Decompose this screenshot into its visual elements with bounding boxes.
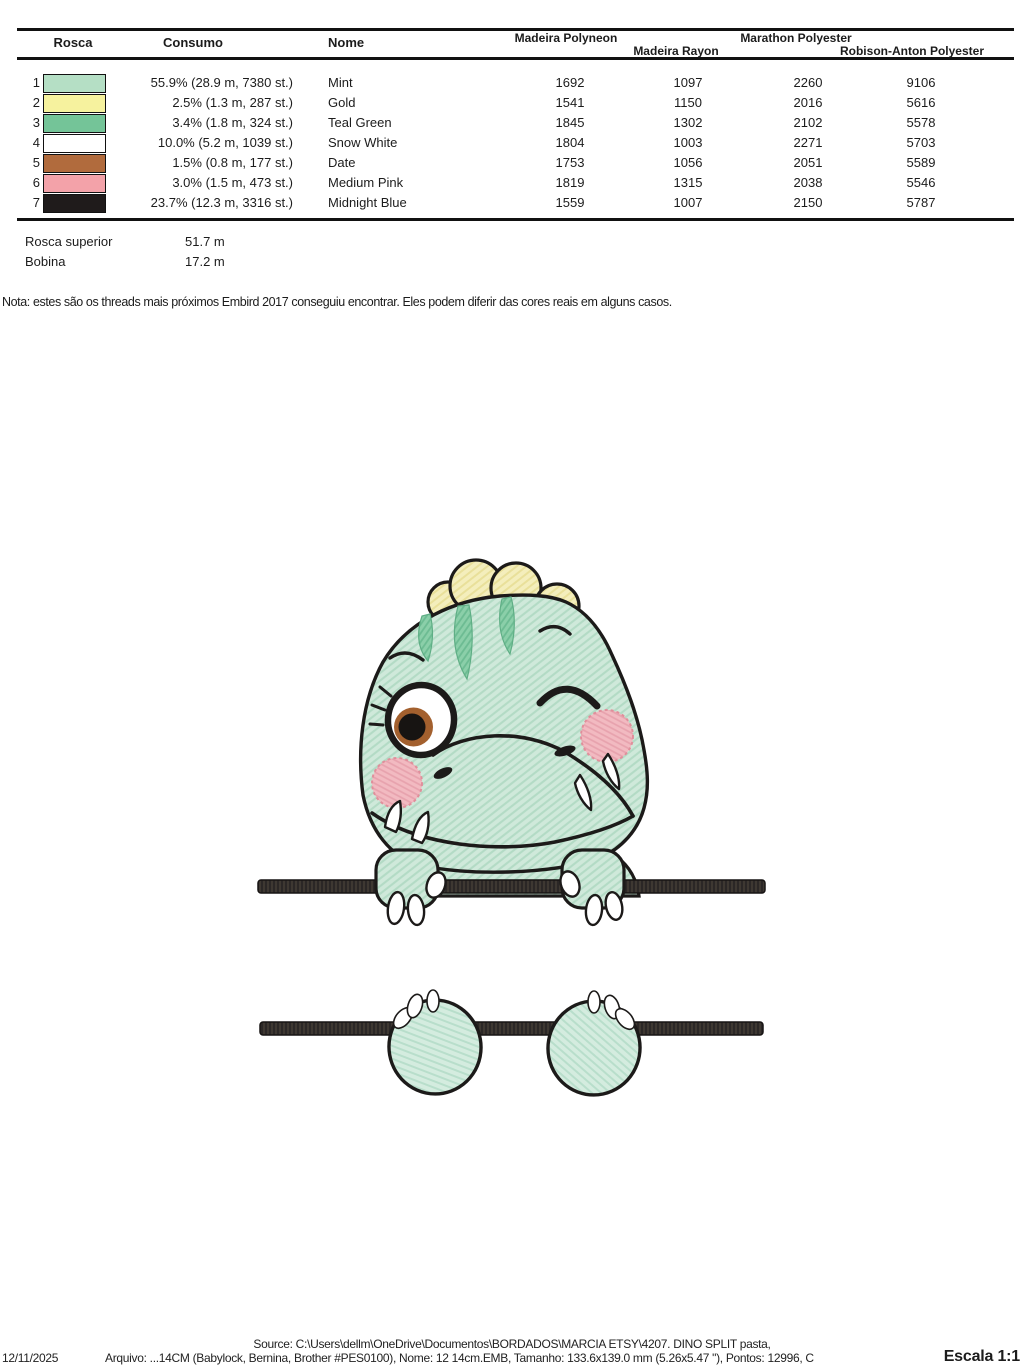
nome-cell: Gold — [328, 95, 356, 110]
robison-cell: 5546 — [906, 175, 936, 190]
table-bottom-border — [17, 218, 1014, 221]
row-number: 5 — [32, 155, 40, 170]
dino-split-design — [250, 550, 775, 1150]
footer-arquivo: Arquivo: ...14CM (Babylock, Bernina, Brother #PES0100), Nome: 12 14cm.EMB, Tamanho: 133.6x139.0 mm (5.26x5.47 "), Pontos: 12996, C — [105, 1351, 814, 1365]
nome-cell: Snow White — [328, 135, 398, 150]
polyneon-cell: 1804 — [555, 135, 585, 150]
polyneon-cell: 1692 — [555, 75, 585, 90]
col-header-rosca: Rosca — [53, 35, 93, 50]
col-header-consumo: Consumo — [163, 35, 223, 50]
marathon-cell: 2150 — [793, 195, 823, 210]
right-foot — [541, 991, 648, 1102]
polyneon-cell: 1819 — [555, 175, 585, 190]
thread-color-swatch — [43, 134, 106, 153]
row-number: 4 — [32, 135, 40, 150]
left-foot — [382, 990, 489, 1101]
marathon-cell: 2271 — [793, 135, 823, 150]
rayon-cell: 1150 — [674, 95, 702, 110]
polyneon-cell: 1845 — [555, 115, 585, 130]
row-number: 2 — [32, 95, 40, 110]
consumo-cell: 3.0% (1.5 m, 473 st.) — [172, 175, 293, 190]
consumo-cell: 2.5% (1.3 m, 287 st.) — [172, 95, 293, 110]
consumo-cell: 23.7% (12.3 m, 3316 st.) — [150, 195, 293, 210]
robison-cell: 5703 — [906, 135, 936, 150]
marathon-cell: 2016 — [793, 95, 823, 110]
robison-cell: 5616 — [906, 95, 936, 110]
thread-color-swatch — [43, 74, 106, 93]
thread-color-swatch — [43, 174, 106, 193]
robison-cell: 9106 — [906, 75, 936, 90]
thread-color-swatch — [43, 194, 106, 213]
col-header-madeira-rayon: Madeira Rayon — [633, 44, 719, 58]
col-header-nome: Nome — [328, 35, 365, 50]
rosca-superior-label: Rosca superior — [25, 234, 113, 249]
rayon-cell: 1097 — [673, 75, 703, 90]
left-cheek — [372, 758, 422, 808]
nome-cell: Mint — [328, 75, 353, 90]
row-number: 3 — [32, 115, 40, 130]
note-text: Nota: estes são os threads mais próximos Embird 2017 conseguiu encontrar. Eles podem diferir das cores reais em alguns casos. — [2, 295, 672, 309]
bobina-label: Bobina — [25, 254, 66, 269]
right-hand — [557, 850, 625, 926]
row-number: 1 — [32, 75, 40, 90]
bobina-value: 17.2 m — [185, 254, 225, 269]
footer-date: 12/11/2025 — [2, 1351, 59, 1365]
nome-cell: Date — [328, 155, 356, 170]
polyneon-cell: 1559 — [555, 195, 585, 210]
polyneon-cell: 1541 — [555, 95, 585, 110]
robison-cell: 5578 — [906, 115, 936, 130]
robison-cell: 5589 — [906, 155, 936, 170]
upper-split-bar — [258, 880, 765, 893]
robison-cell: 5787 — [906, 195, 936, 210]
lower-split-bar — [260, 1022, 763, 1035]
rosca-superior-value: 51.7 m — [185, 234, 225, 249]
thread-color-swatch — [43, 154, 106, 173]
footer-escala: Escala 1:1 — [943, 1348, 1020, 1365]
footer-source: Source: C:\Users\dellm\OneDrive\Documentos\BORDADOS\MARCIA ETSY\4207. DINO SPLIT pasta, — [253, 1337, 771, 1351]
rayon-cell: 1003 — [673, 135, 703, 150]
nome-cell: Medium Pink — [328, 175, 404, 190]
marathon-cell: 2260 — [793, 75, 823, 90]
thread-color-swatch — [43, 114, 106, 133]
consumo-cell: 3.4% (1.8 m, 324 st.) — [172, 115, 293, 130]
rayon-cell: 1056 — [673, 155, 703, 170]
col-header-robison-anton: Robison-Anton Polyester — [839, 44, 984, 58]
marathon-cell: 2102 — [793, 115, 823, 130]
marathon-cell: 2038 — [793, 175, 823, 190]
consumo-cell: 10.0% (5.2 m, 1039 st.) — [157, 135, 293, 150]
consumo-cell: 55.9% (28.9 m, 7380 st.) — [150, 75, 293, 90]
row-number: 7 — [32, 195, 40, 210]
col-header-madeira-polyneon: Madeira Polyneon — [514, 31, 618, 45]
thread-color-swatch — [43, 94, 106, 113]
rayon-cell: 1302 — [673, 115, 703, 130]
rayon-cell: 1007 — [673, 195, 703, 210]
marathon-cell: 2051 — [793, 155, 823, 170]
col-header-marathon-polyester: Marathon Polyester — [740, 31, 852, 45]
nome-cell: Teal Green — [328, 115, 392, 130]
row-number: 6 — [32, 175, 40, 190]
rayon-cell: 1315 — [673, 175, 703, 190]
polyneon-cell: 1753 — [555, 155, 585, 170]
nome-cell: Midnight Blue — [328, 195, 407, 210]
consumo-cell: 1.5% (0.8 m, 177 st.) — [172, 155, 293, 170]
